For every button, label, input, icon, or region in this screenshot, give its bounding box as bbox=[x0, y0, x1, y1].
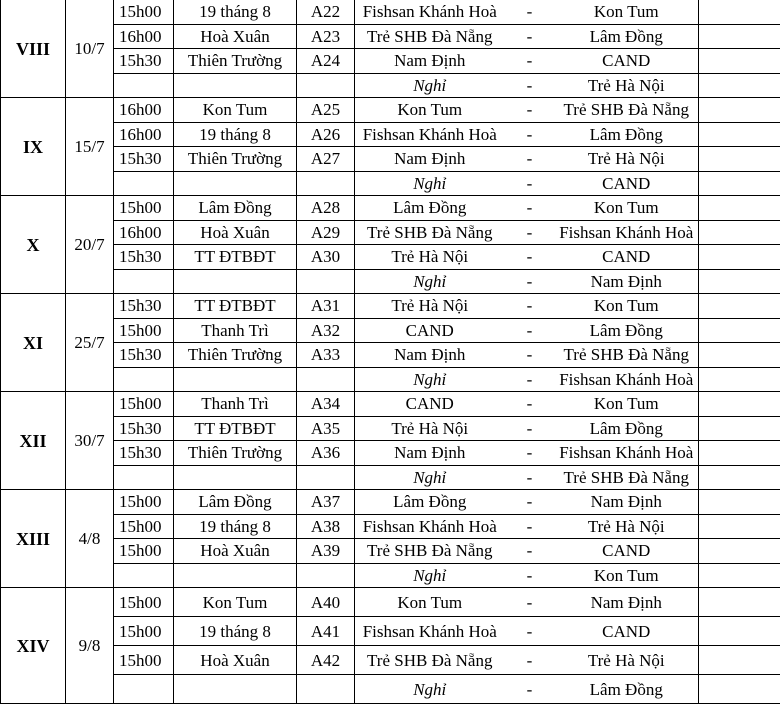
match-row bbox=[1, 318, 780, 343]
home-team: Nam Định bbox=[355, 343, 505, 368]
match-venue: Lâm Đồng bbox=[174, 490, 297, 515]
resting-team: Kon Tum bbox=[555, 563, 699, 588]
home-team: Trẻ SHB Đà Nẵng bbox=[355, 24, 505, 49]
empty-cell bbox=[699, 318, 780, 343]
resting-team: Nam Định bbox=[555, 269, 699, 294]
match-time: 15h30 bbox=[114, 441, 174, 466]
empty-cell bbox=[699, 98, 780, 123]
match-code bbox=[297, 563, 355, 588]
resting-team: Trẻ Hà Nội bbox=[555, 73, 699, 98]
match-code: A30 bbox=[297, 245, 355, 270]
match-row bbox=[1, 196, 780, 221]
match-time bbox=[114, 563, 174, 588]
home-team: CAND bbox=[355, 318, 505, 343]
match-time bbox=[114, 465, 174, 490]
match-separator: - bbox=[505, 98, 555, 123]
round-date: 15/7 bbox=[66, 98, 114, 196]
match-time: 15h00 bbox=[114, 646, 174, 675]
rest-label: Nghỉ bbox=[355, 675, 505, 704]
away-team: Lâm Đồng bbox=[555, 24, 699, 49]
match-time: 15h30 bbox=[114, 147, 174, 172]
match-venue: Hoà Xuân bbox=[174, 220, 297, 245]
away-team: Kon Tum bbox=[555, 196, 699, 221]
match-row bbox=[1, 98, 780, 123]
match-code: A41 bbox=[297, 617, 355, 646]
match-row bbox=[1, 343, 780, 368]
away-team: Lâm Đồng bbox=[555, 318, 699, 343]
away-team: Fishsan Khánh Hoà bbox=[555, 220, 699, 245]
away-team: CAND bbox=[555, 49, 699, 74]
empty-cell bbox=[699, 539, 780, 564]
match-row bbox=[1, 646, 780, 675]
rest-row bbox=[1, 675, 780, 704]
away-team: Kon Tum bbox=[555, 294, 699, 319]
match-venue: 19 tháng 8 bbox=[174, 514, 297, 539]
match-code: A42 bbox=[297, 646, 355, 675]
rest-row bbox=[1, 465, 780, 490]
match-separator: - bbox=[505, 24, 555, 49]
match-row bbox=[1, 245, 780, 270]
empty-cell bbox=[699, 49, 780, 74]
empty-cell bbox=[699, 367, 780, 392]
home-team: Trẻ Hà Nội bbox=[355, 294, 505, 319]
empty-cell bbox=[699, 617, 780, 646]
home-team: Nam Định bbox=[355, 147, 505, 172]
match-venue bbox=[174, 269, 297, 294]
away-team: Kon Tum bbox=[555, 392, 699, 417]
match-time: 16h00 bbox=[114, 98, 174, 123]
home-team: Nam Định bbox=[355, 49, 505, 74]
empty-cell bbox=[699, 196, 780, 221]
round-date: 9/8 bbox=[66, 588, 114, 704]
match-separator: - bbox=[505, 514, 555, 539]
home-team: Trẻ SHB Đà Nẵng bbox=[355, 220, 505, 245]
match-time: 15h30 bbox=[114, 416, 174, 441]
empty-cell bbox=[699, 392, 780, 417]
away-team: CAND bbox=[555, 245, 699, 270]
match-separator: - bbox=[505, 392, 555, 417]
match-separator: - bbox=[505, 318, 555, 343]
match-row bbox=[1, 0, 780, 24]
match-separator: - bbox=[505, 617, 555, 646]
round-number: XIII bbox=[1, 490, 66, 588]
match-venue: Lâm Đồng bbox=[174, 196, 297, 221]
home-team: Trẻ SHB Đà Nẵng bbox=[355, 539, 505, 564]
match-time bbox=[114, 367, 174, 392]
match-venue: Thanh Trì bbox=[174, 318, 297, 343]
rest-row bbox=[1, 563, 780, 588]
match-separator: - bbox=[505, 646, 555, 675]
match-code: A33 bbox=[297, 343, 355, 368]
away-team: Lâm Đồng bbox=[555, 122, 699, 147]
away-team: Nam Định bbox=[555, 490, 699, 515]
away-team: Nam Định bbox=[555, 588, 699, 617]
match-venue: Hoà Xuân bbox=[174, 646, 297, 675]
match-code: A23 bbox=[297, 24, 355, 49]
match-separator: - bbox=[505, 588, 555, 617]
match-venue: Thanh Trì bbox=[174, 392, 297, 417]
away-team: Trẻ Hà Nội bbox=[555, 147, 699, 172]
match-venue: 19 tháng 8 bbox=[174, 122, 297, 147]
match-venue: Hoà Xuân bbox=[174, 24, 297, 49]
match-time: 15h00 bbox=[114, 539, 174, 564]
schedule-body bbox=[1, 0, 780, 704]
home-team: Fishsan Khánh Hoà bbox=[355, 617, 505, 646]
round-number: XI bbox=[1, 294, 66, 392]
match-code: A31 bbox=[297, 294, 355, 319]
empty-cell bbox=[699, 675, 780, 704]
match-venue: Thiên Trường bbox=[174, 441, 297, 466]
match-separator: - bbox=[505, 196, 555, 221]
match-venue bbox=[174, 367, 297, 392]
match-code: A22 bbox=[297, 0, 355, 24]
match-row bbox=[1, 490, 780, 515]
match-venue: TT ĐTBĐT bbox=[174, 416, 297, 441]
round-number: XIV bbox=[1, 588, 66, 704]
round-number: VIII bbox=[1, 0, 66, 98]
round-date: 20/7 bbox=[66, 196, 114, 294]
match-code bbox=[297, 73, 355, 98]
match-code: A28 bbox=[297, 196, 355, 221]
match-time: 16h00 bbox=[114, 122, 174, 147]
home-team: Kon Tum bbox=[355, 98, 505, 123]
rest-row bbox=[1, 269, 780, 294]
match-separator: - bbox=[505, 343, 555, 368]
away-team: Trẻ Hà Nội bbox=[555, 514, 699, 539]
match-time bbox=[114, 269, 174, 294]
match-time: 15h30 bbox=[114, 49, 174, 74]
home-team: Fishsan Khánh Hoà bbox=[355, 0, 505, 24]
match-row bbox=[1, 392, 780, 417]
match-venue bbox=[174, 73, 297, 98]
match-code bbox=[297, 675, 355, 704]
match-time: 15h30 bbox=[114, 294, 174, 319]
rest-label: Nghỉ bbox=[355, 563, 505, 588]
empty-cell bbox=[699, 0, 780, 24]
match-time: 15h30 bbox=[114, 245, 174, 270]
match-row bbox=[1, 514, 780, 539]
match-separator: - bbox=[505, 465, 555, 490]
away-team: CAND bbox=[555, 539, 699, 564]
empty-cell bbox=[699, 343, 780, 368]
match-venue bbox=[174, 171, 297, 196]
match-time: 15h00 bbox=[114, 588, 174, 617]
home-team: Lâm Đồng bbox=[355, 490, 505, 515]
match-row bbox=[1, 617, 780, 646]
match-venue: TT ĐTBĐT bbox=[174, 294, 297, 319]
round-number: IX bbox=[1, 98, 66, 196]
match-code bbox=[297, 269, 355, 294]
match-code: A36 bbox=[297, 441, 355, 466]
match-separator: - bbox=[505, 49, 555, 74]
match-row bbox=[1, 147, 780, 172]
round-number: X bbox=[1, 196, 66, 294]
empty-cell bbox=[699, 245, 780, 270]
empty-cell bbox=[699, 122, 780, 147]
match-code: A25 bbox=[297, 98, 355, 123]
empty-cell bbox=[699, 73, 780, 98]
match-separator: - bbox=[505, 441, 555, 466]
empty-cell bbox=[699, 294, 780, 319]
rest-label: Nghỉ bbox=[355, 465, 505, 490]
match-time: 16h00 bbox=[114, 24, 174, 49]
match-separator: - bbox=[505, 563, 555, 588]
match-separator: - bbox=[505, 367, 555, 392]
match-time: 15h00 bbox=[114, 617, 174, 646]
away-team: Trẻ SHB Đà Nẵng bbox=[555, 343, 699, 368]
match-separator: - bbox=[505, 539, 555, 564]
rest-row bbox=[1, 171, 780, 196]
empty-cell bbox=[699, 588, 780, 617]
match-venue: Thiên Trường bbox=[174, 147, 297, 172]
away-team: Trẻ SHB Đà Nẵng bbox=[555, 98, 699, 123]
home-team: Kon Tum bbox=[355, 588, 505, 617]
match-venue: 19 tháng 8 bbox=[174, 0, 297, 24]
home-team: Trẻ SHB Đà Nẵng bbox=[355, 646, 505, 675]
resting-team: Lâm Đồng bbox=[555, 675, 699, 704]
match-code: A40 bbox=[297, 588, 355, 617]
match-row bbox=[1, 220, 780, 245]
match-row bbox=[1, 24, 780, 49]
match-code: A26 bbox=[297, 122, 355, 147]
match-separator: - bbox=[505, 269, 555, 294]
match-code: A35 bbox=[297, 416, 355, 441]
match-code bbox=[297, 171, 355, 196]
match-code: A34 bbox=[297, 392, 355, 417]
match-row bbox=[1, 416, 780, 441]
match-time: 15h00 bbox=[114, 0, 174, 24]
home-team: Nam Định bbox=[355, 441, 505, 466]
round-date: 30/7 bbox=[66, 392, 114, 490]
match-separator: - bbox=[505, 171, 555, 196]
match-separator: - bbox=[505, 73, 555, 98]
resting-team: Fishsan Khánh Hoà bbox=[555, 367, 699, 392]
match-code bbox=[297, 465, 355, 490]
empty-cell bbox=[699, 646, 780, 675]
match-time: 15h00 bbox=[114, 196, 174, 221]
match-row bbox=[1, 294, 780, 319]
match-venue: 19 tháng 8 bbox=[174, 617, 297, 646]
round-date: 10/7 bbox=[66, 0, 114, 98]
resting-team: Trẻ SHB Đà Nẵng bbox=[555, 465, 699, 490]
match-time: 15h00 bbox=[114, 392, 174, 417]
match-time bbox=[114, 171, 174, 196]
round-date: 4/8 bbox=[66, 490, 114, 588]
match-row bbox=[1, 122, 780, 147]
resting-team: CAND bbox=[555, 171, 699, 196]
match-time bbox=[114, 675, 174, 704]
match-venue bbox=[174, 465, 297, 490]
match-separator: - bbox=[505, 675, 555, 704]
away-team: Lâm Đồng bbox=[555, 416, 699, 441]
home-team: CAND bbox=[355, 392, 505, 417]
match-code: A27 bbox=[297, 147, 355, 172]
home-team: Trẻ Hà Nội bbox=[355, 245, 505, 270]
round-date: 25/7 bbox=[66, 294, 114, 392]
match-venue: Hoà Xuân bbox=[174, 539, 297, 564]
empty-cell bbox=[699, 171, 780, 196]
match-separator: - bbox=[505, 220, 555, 245]
empty-cell bbox=[699, 514, 780, 539]
match-time: 15h30 bbox=[114, 343, 174, 368]
match-time bbox=[114, 73, 174, 98]
match-separator: - bbox=[505, 122, 555, 147]
empty-cell bbox=[699, 490, 780, 515]
match-separator: - bbox=[505, 0, 555, 24]
match-separator: - bbox=[505, 490, 555, 515]
empty-cell bbox=[699, 416, 780, 441]
match-code: A29 bbox=[297, 220, 355, 245]
match-row bbox=[1, 539, 780, 564]
rest-label: Nghỉ bbox=[355, 171, 505, 196]
empty-cell bbox=[699, 24, 780, 49]
match-row bbox=[1, 588, 780, 617]
match-venue: TT ĐTBĐT bbox=[174, 245, 297, 270]
rest-label: Nghỉ bbox=[355, 367, 505, 392]
home-team: Lâm Đồng bbox=[355, 196, 505, 221]
match-separator: - bbox=[505, 416, 555, 441]
match-separator: - bbox=[505, 294, 555, 319]
rest-row bbox=[1, 73, 780, 98]
match-code: A37 bbox=[297, 490, 355, 515]
match-code: A39 bbox=[297, 539, 355, 564]
match-venue: Kon Tum bbox=[174, 98, 297, 123]
match-code: A32 bbox=[297, 318, 355, 343]
match-separator: - bbox=[505, 245, 555, 270]
match-venue: Thiên Trường bbox=[174, 49, 297, 74]
match-venue bbox=[174, 675, 297, 704]
away-team: Trẻ Hà Nội bbox=[555, 646, 699, 675]
home-team: Fishsan Khánh Hoà bbox=[355, 514, 505, 539]
home-team: Fishsan Khánh Hoà bbox=[355, 122, 505, 147]
empty-cell bbox=[699, 465, 780, 490]
match-row bbox=[1, 49, 780, 74]
rest-row bbox=[1, 367, 780, 392]
away-team: Fishsan Khánh Hoà bbox=[555, 441, 699, 466]
empty-cell bbox=[699, 563, 780, 588]
match-time: 15h00 bbox=[114, 318, 174, 343]
match-code bbox=[297, 367, 355, 392]
round-number: XII bbox=[1, 392, 66, 490]
empty-cell bbox=[699, 220, 780, 245]
match-separator: - bbox=[505, 147, 555, 172]
rest-label: Nghỉ bbox=[355, 73, 505, 98]
match-time: 16h00 bbox=[114, 220, 174, 245]
match-venue: Kon Tum bbox=[174, 588, 297, 617]
match-time: 15h00 bbox=[114, 514, 174, 539]
match-code: A38 bbox=[297, 514, 355, 539]
home-team: Trẻ Hà Nội bbox=[355, 416, 505, 441]
away-team: Kon Tum bbox=[555, 0, 699, 24]
match-row bbox=[1, 441, 780, 466]
match-venue bbox=[174, 563, 297, 588]
match-time: 15h00 bbox=[114, 490, 174, 515]
away-team: CAND bbox=[555, 617, 699, 646]
empty-cell bbox=[699, 269, 780, 294]
empty-cell bbox=[699, 441, 780, 466]
match-venue: Thiên Trường bbox=[174, 343, 297, 368]
empty-cell bbox=[699, 147, 780, 172]
rest-label: Nghỉ bbox=[355, 269, 505, 294]
match-code: A24 bbox=[297, 49, 355, 74]
